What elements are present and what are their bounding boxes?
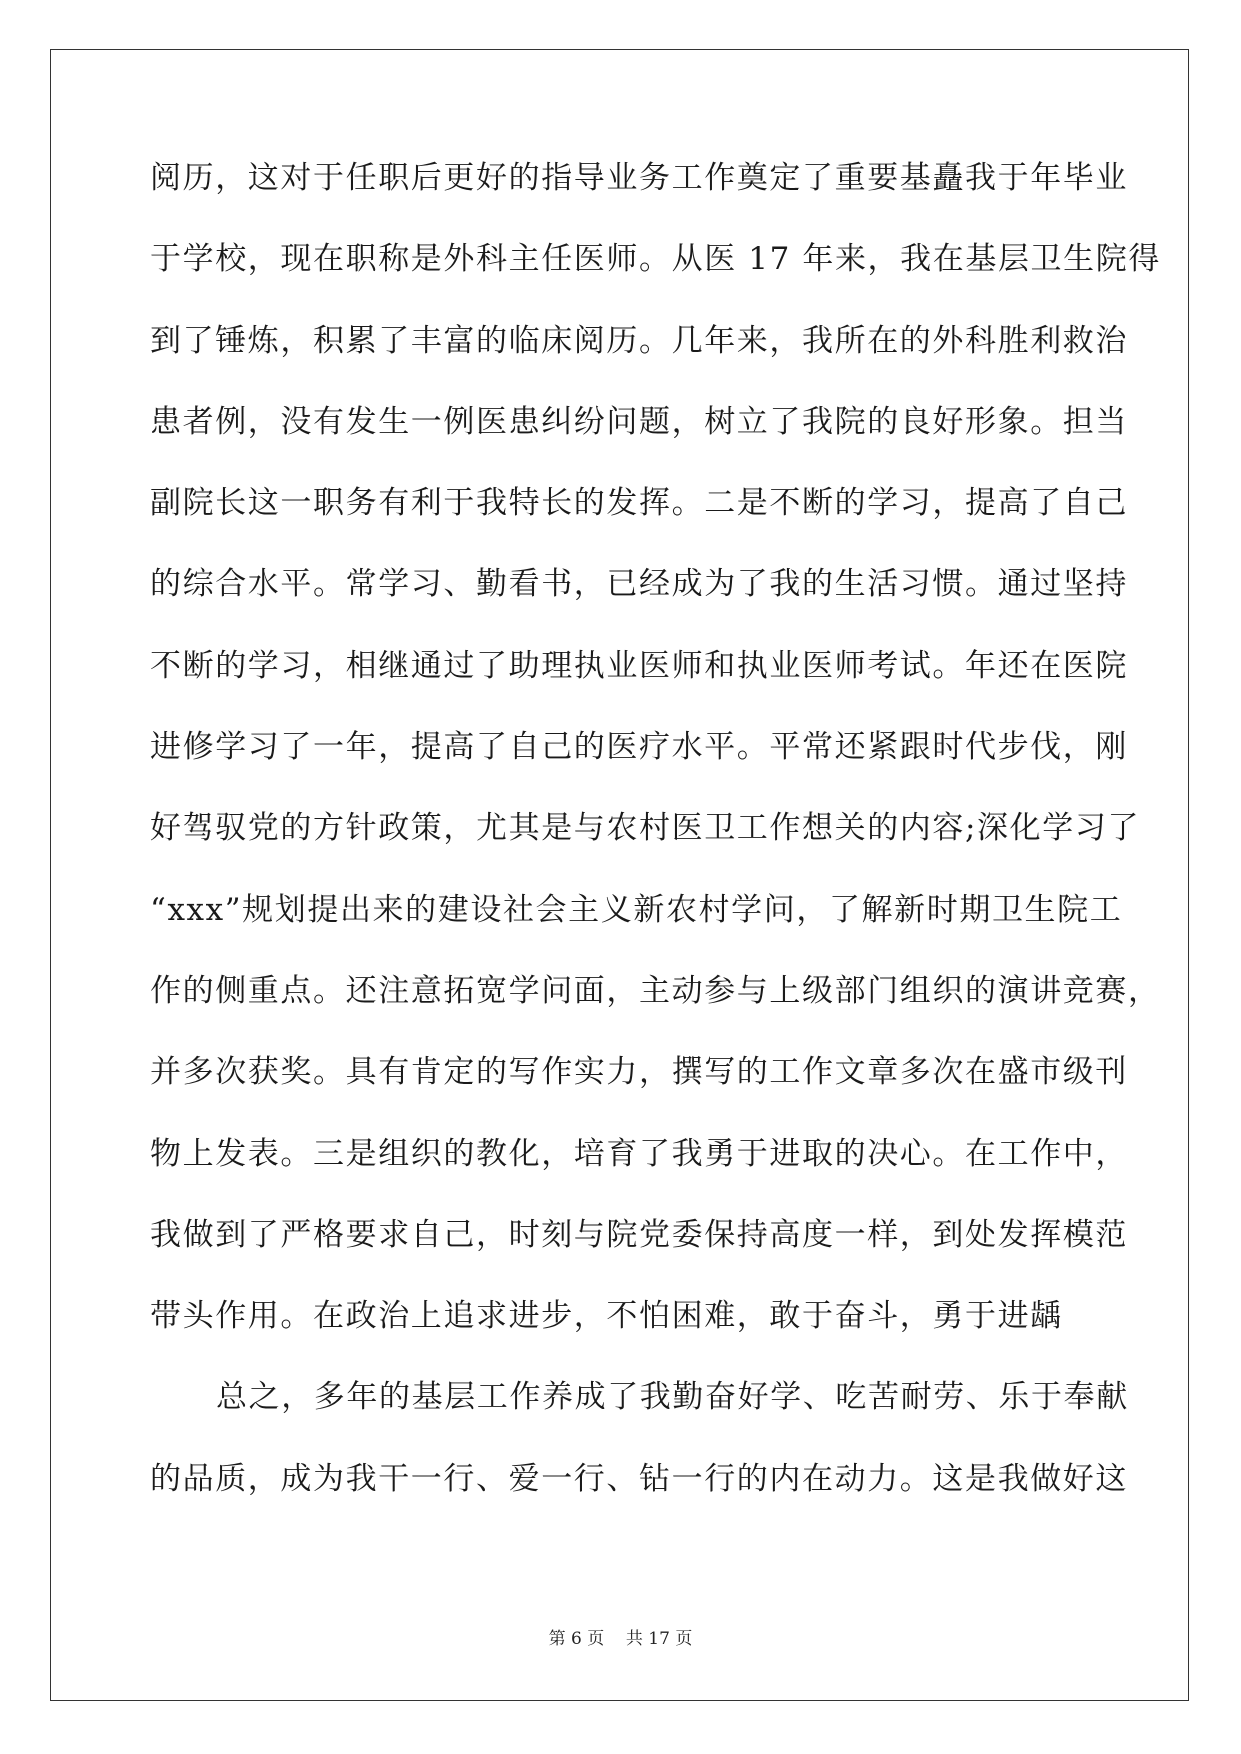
text-line: 阅历，这对于任职后更好的指导业务工作奠定了重要基矗我于年毕业 (150, 160, 1128, 196)
document-body (150, 158, 1161, 1540)
text-line: 的综合水平。常学习、勤看书，已经成为了我的生活习惯。通过坚持 (150, 566, 1128, 603)
text-line: 并多次获奖。具有肯定的写作实力，撰写的工作文章多次在盛市级刊 (150, 1054, 1128, 1091)
text-line: 于学校，现在职称是外科主任医师。从医 17 年来，我在基层卫生院得 (150, 241, 1161, 278)
text-line: 好驾驭党的方针政策，尤其是与农村医卫工作想关的内容;深化学习了 (150, 810, 1141, 847)
text-line: 物上发表。三是组织的教化，培育了我勇于进取的决心。在工作中， (150, 1135, 1128, 1172)
text-line: 作的侧重点。还注意拓宽学问面，主动参与上级部门组织的演讲竞赛， (150, 972, 1161, 1009)
text-line: “xxx”规划提出来的建设社会主义新农村学问，了解新时期卫生院工 (150, 891, 1123, 928)
paragraph-start-line: 总之，多年的基层工作养成了我勤奋好学、吃苦耐劳、乐于奉献 (216, 1379, 1129, 1416)
text-line: 的品质，成为我干一行、爱一行、钻一行的内在动力。这是我做好这 (150, 1460, 1128, 1497)
text-line: 我做到了严格要求自己，时刻与院党委保持高度一样，到处发挥模范 (150, 1216, 1128, 1253)
text-line: 带头作用。在政治上追求进步，不怕困难，敢于奋斗，勇于进龋 (150, 1298, 1063, 1335)
text-line: 进修学习了一年，提高了自己的医疗水平。平常还紧跟时代步伐，刚 (150, 729, 1128, 766)
text-line: 不断的学习，相继通过了助理执业医师和执业医师考试。年还在医院 (150, 647, 1128, 684)
page-number-footer: 第 6 页 共 17 页 (548, 1629, 693, 1649)
text-line: 副院长这一职务有利于我特长的发挥。二是不断的学习，提高了自己 (150, 485, 1128, 522)
text-line: 患者例，没有发生一例医患纠纷问题，树立了我院的良好形象。担当 (150, 403, 1128, 440)
text-line: 到了锤炼，积累了丰富的临床阅历。几年来，我所在的外科胜利救治 (150, 322, 1128, 359)
